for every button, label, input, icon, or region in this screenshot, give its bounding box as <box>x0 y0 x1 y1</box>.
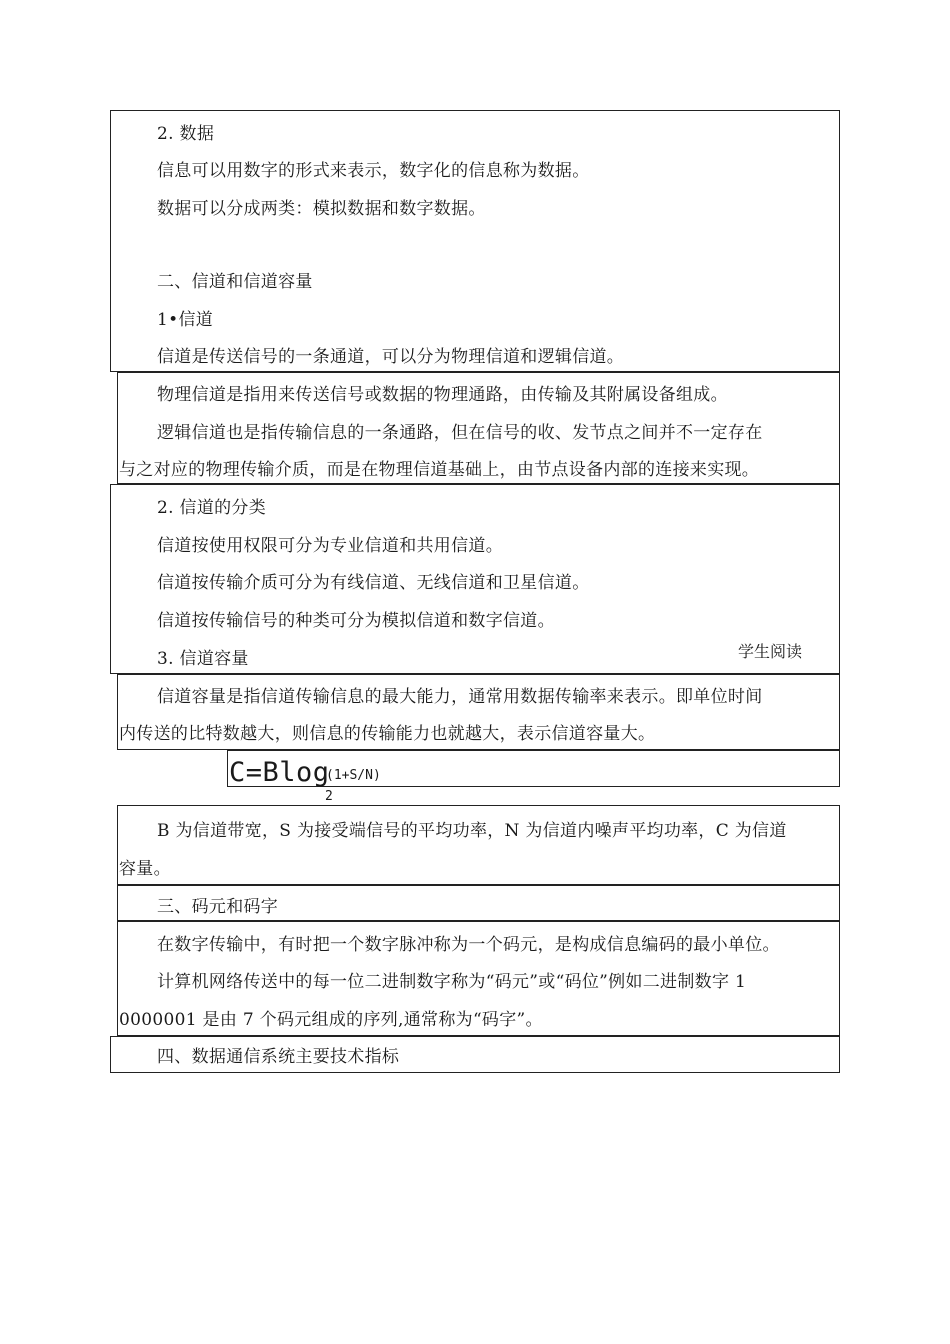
paragraph-line: 信息可以用数字的形式来表示，数字化的信息称为数据。 <box>157 161 590 181</box>
formula-log-base: 2 <box>325 789 333 804</box>
section-heading-code: 三、码元和码字 <box>157 897 279 917</box>
paragraph-line: 逻辑信道也是指传输信息的一条通路，但在信号的收、发节点之间并不一定存在 <box>157 423 763 443</box>
section-heading-capacity: 3. 信道容量 <box>157 649 249 669</box>
paragraph-line: 信道按使用权限可分为专业信道和共用信道。 <box>157 536 503 556</box>
paragraph-line: 容量。 <box>119 859 171 879</box>
formula-capacity: C=Blog <box>229 757 330 788</box>
paragraph-line: 计算机网络传送中的每一位二进制数字称为“码元”或“码位”例如二进制数字 1 <box>157 972 747 992</box>
paragraph-line: 信道容量是指信道传输信息的最大能力，通常用数据传输率来表示。即单位时间 <box>157 687 763 707</box>
paragraph-line: 信道是传送信号的一条通道，可以分为物理信道和逻辑信道。 <box>157 347 625 367</box>
paragraph-line: 信道按传输介质可分为有线信道、无线信道和卫星信道。 <box>157 573 590 593</box>
sub-heading-channel: 1•信道 <box>157 310 214 330</box>
section-heading-classification: 2. 信道的分类 <box>157 498 267 518</box>
paragraph-line: 在数字传输中，有时把一个数字脉冲称为一个码元，是构成信息编码的最小单位。 <box>157 935 780 955</box>
section-heading-data: 2. 数据 <box>157 124 215 144</box>
paragraph-line: 数据可以分成两类：模拟数据和数字数据。 <box>157 199 486 219</box>
paragraph-line: B 为信道带宽，S 为接受端信号的平均功率，N 为信道内噪声平均功率，C 为信道 <box>157 821 787 841</box>
paragraph-line: 与之对应的物理传输介质，而是在物理信道基础上，由节点设备内部的连接来实现。 <box>119 460 760 480</box>
formula-paren: (1+S/N) <box>326 768 381 783</box>
side-note-student-reading: 学生阅读 <box>738 642 803 661</box>
paragraph-line: 信道按传输信号的种类可分为模拟信道和数字信道。 <box>157 611 555 631</box>
table-block-explain <box>117 805 840 885</box>
table-block-data <box>110 110 840 372</box>
paragraph-line: 0000001 是由 7 个码元组成的序列,通常称为“码字”。 <box>119 1010 543 1030</box>
paragraph-line: 物理信道是指用来传送信号或数据的物理通路，由传输及其附属设备组成。 <box>157 385 728 405</box>
section-heading-channel: 二、信道和信道容量 <box>157 272 313 292</box>
section-heading-metrics: 四、数据通信系统主要技术指标 <box>157 1047 400 1067</box>
paragraph-line: 内传送的比特数越大，则信息的传输能力也就越大，表示信道容量大。 <box>119 724 656 744</box>
